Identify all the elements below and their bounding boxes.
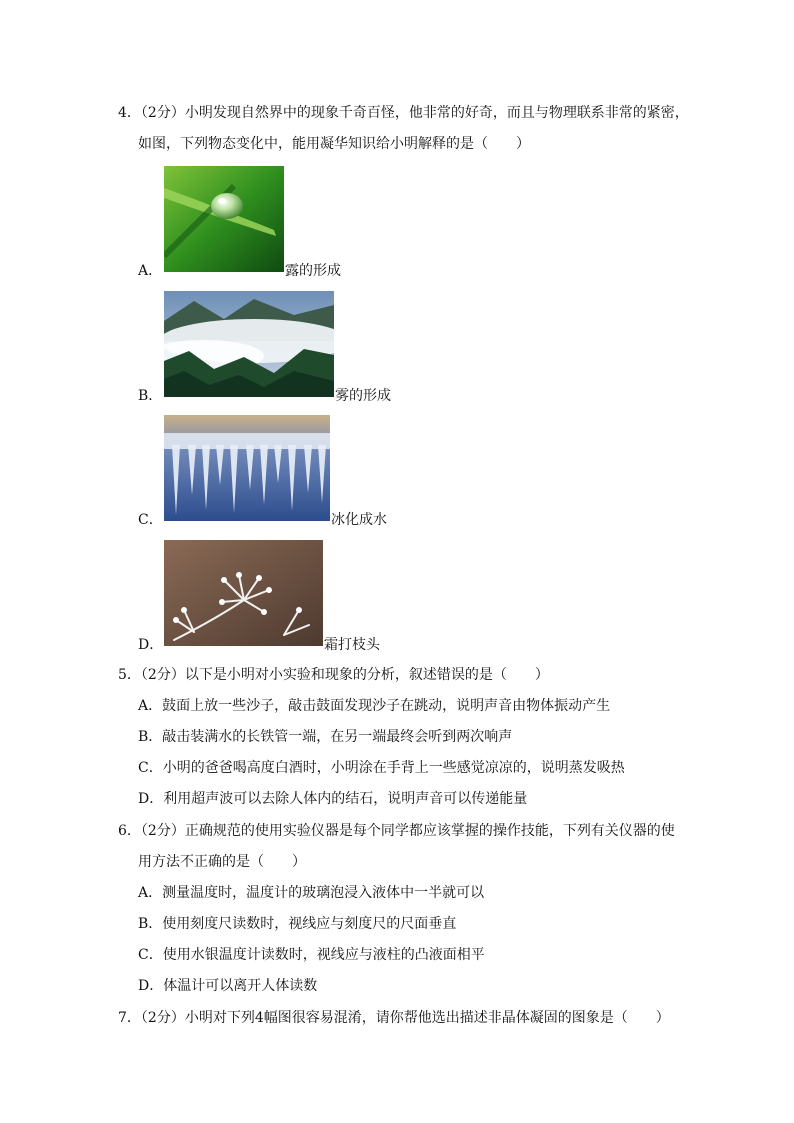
question-4-option-b-letter: B．: [138, 388, 163, 404]
fog-mountain-photo: [164, 291, 334, 397]
question-6-stem-line1: 6．（2分）正确规范的使用实验仪器是每个同学都应该掌握的操作技能，下列有关仪器的使: [118, 823, 675, 839]
question-6-option-c: C．使用水银温度计读数时，视线应与液柱的凸液面相平: [138, 947, 485, 963]
question-5-option-a: A．鼓面上放一些沙子，敲击鼓面发现沙子在跳动，说明声音由物体振动产生: [138, 698, 611, 714]
dewdrop-photo: [164, 166, 284, 272]
question-6-option-d: D．体温计可以离开人体读数: [138, 978, 318, 994]
question-5-option-b: B．敲击装满水的长铁管一端，在另一端最终会听到两次响声: [138, 729, 513, 745]
question-5-stem: 5．（2分）以下是小明对小实验和现象的分析，叙述错误的是（ ）: [118, 667, 549, 683]
question-4-option-d-caption: 霜打枝头: [324, 637, 380, 653]
question-4-stem-line2: 如图，下列物态变化中，能用凝华知识给小明解释的是（ ）: [138, 136, 530, 152]
question-5-option-d: D．利用超声波可以去除人体内的结石，说明声音可以传递能量: [138, 791, 528, 807]
question-4-option-c-caption: 冰化成水: [331, 512, 387, 528]
question-4-stem-line1: 4．（2分）小明发现自然界中的现象千奇百怪，他非常的好奇，而且与物理联系非常的紧密，: [118, 105, 689, 121]
question-4-option-a-letter: A．: [138, 263, 163, 279]
question-6-option-a: A．测量温度时，温度计的玻璃泡浸入液体中一半就可以: [138, 885, 485, 901]
question-4-option-b-caption: 雾的形成: [335, 388, 391, 404]
icicles-photo: [164, 415, 330, 521]
question-7-stem: 7．（2分）小明对下列4幅图很容易混淆，请你帮他选出描述非晶体凝固的图象是（ ）: [118, 1010, 670, 1026]
question-6-option-b: B．使用刻度尺读数时，视线应与刻度尺的尺面垂直: [138, 916, 457, 932]
frost-branch-photo: [164, 540, 323, 646]
question-5-option-c: C．小明的爸爸喝高度白酒时，小明涂在手背上一些感觉凉凉的，说明蒸发吸热: [138, 760, 625, 776]
question-4-option-d-letter: D．: [138, 637, 164, 653]
question-4-option-a-caption: 露的形成: [285, 263, 341, 279]
question-4-option-c-letter: C．: [138, 512, 163, 528]
question-6-stem-line2: 用方法不正确的是（ ）: [138, 854, 306, 870]
